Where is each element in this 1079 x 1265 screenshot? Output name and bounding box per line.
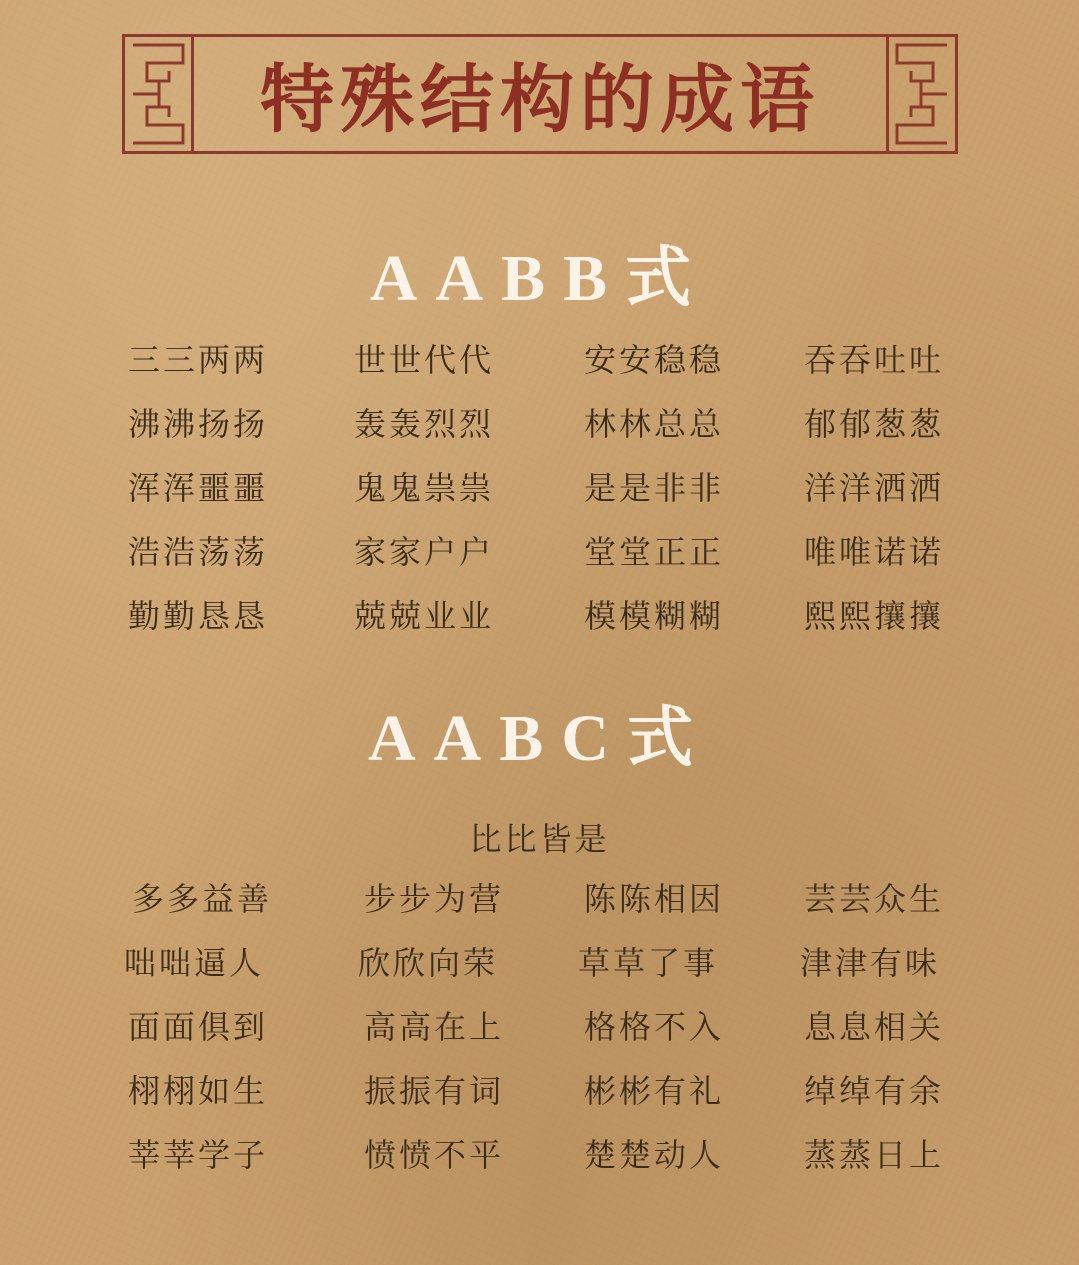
idiom-item: 格格不入	[584, 1008, 725, 1046]
idiom-item: 沸沸扬扬	[128, 405, 269, 443]
idiom-item: 陈陈相因	[584, 880, 725, 918]
idiom-item: 栩栩如生	[128, 1072, 269, 1110]
idiom-item: 高高在上	[364, 1008, 505, 1046]
idiom-item: 堂堂正正	[584, 533, 725, 571]
idiom-item: 林林总总	[584, 405, 725, 443]
idiom-item: 莘莘学子	[128, 1136, 269, 1174]
idiom-item: 息息相关	[804, 1008, 945, 1046]
idiom-item: 步步为营	[364, 880, 505, 918]
idiom-item: 吞吞吐吐	[804, 341, 945, 379]
idiom-item: 楚楚动人	[584, 1136, 725, 1174]
idiom-item: 洋洋洒洒	[804, 469, 945, 507]
idiom-item: 鬼鬼祟祟	[354, 469, 495, 507]
idiom-item: 欣欣向荣	[358, 944, 499, 982]
idiom-item: 芸芸众生	[804, 880, 945, 918]
idiom-item: 安安稳稳	[584, 341, 725, 379]
idiom-item: 愤愤不平	[364, 1136, 505, 1174]
idiom-item: 勤勤恳恳	[128, 597, 269, 635]
idiom-item: 面面俱到	[128, 1008, 269, 1046]
idiom-item: 郁郁葱葱	[804, 405, 945, 443]
idiom-grid-aabb	[120, 340, 960, 660]
idiom-item: 咄咄逼人	[124, 944, 265, 982]
idiom-item-lead: 比比皆是	[469, 820, 610, 858]
title-banner	[122, 34, 958, 154]
idiom-item: 轰轰烈烈	[354, 405, 495, 443]
section-heading-aabc: AABC式	[367, 702, 711, 775]
lattice-ornament-icon	[893, 41, 951, 147]
idiom-item: 浩浩荡荡	[128, 533, 269, 571]
idiom-item: 绰绰有余	[804, 1072, 945, 1110]
idiom-item: 熙熙攘攘	[804, 597, 945, 635]
idiom-item: 振振有词	[364, 1072, 505, 1110]
idiom-item: 世世代代	[354, 341, 495, 379]
idiom-item: 草草了事	[578, 944, 719, 982]
idiom-item: 蒸蒸日上	[804, 1136, 945, 1174]
idiom-item: 模模糊糊	[584, 597, 725, 635]
idiom-item: 三三两两	[128, 341, 269, 379]
idiom-item: 彬彬有礼	[584, 1072, 725, 1110]
idiom-item: 唯唯诺诺	[804, 533, 945, 571]
frame-divider-right	[886, 37, 889, 151]
idiom-item: 多多益善	[132, 880, 273, 918]
page-title: 特殊结构的成语	[260, 57, 820, 143]
lattice-ornament-icon	[129, 41, 187, 147]
frame-divider-left	[191, 37, 194, 151]
idiom-grid-aabc	[120, 879, 960, 1199]
section-heading-aabb: AABB式	[369, 242, 710, 315]
idiom-item: 兢兢业业	[354, 597, 495, 635]
idiom-item: 浑浑噩噩	[128, 469, 269, 507]
idiom-item: 家家户户	[354, 533, 495, 571]
idiom-item: 津津有味	[800, 944, 941, 982]
idiom-item: 是是非非	[584, 469, 725, 507]
